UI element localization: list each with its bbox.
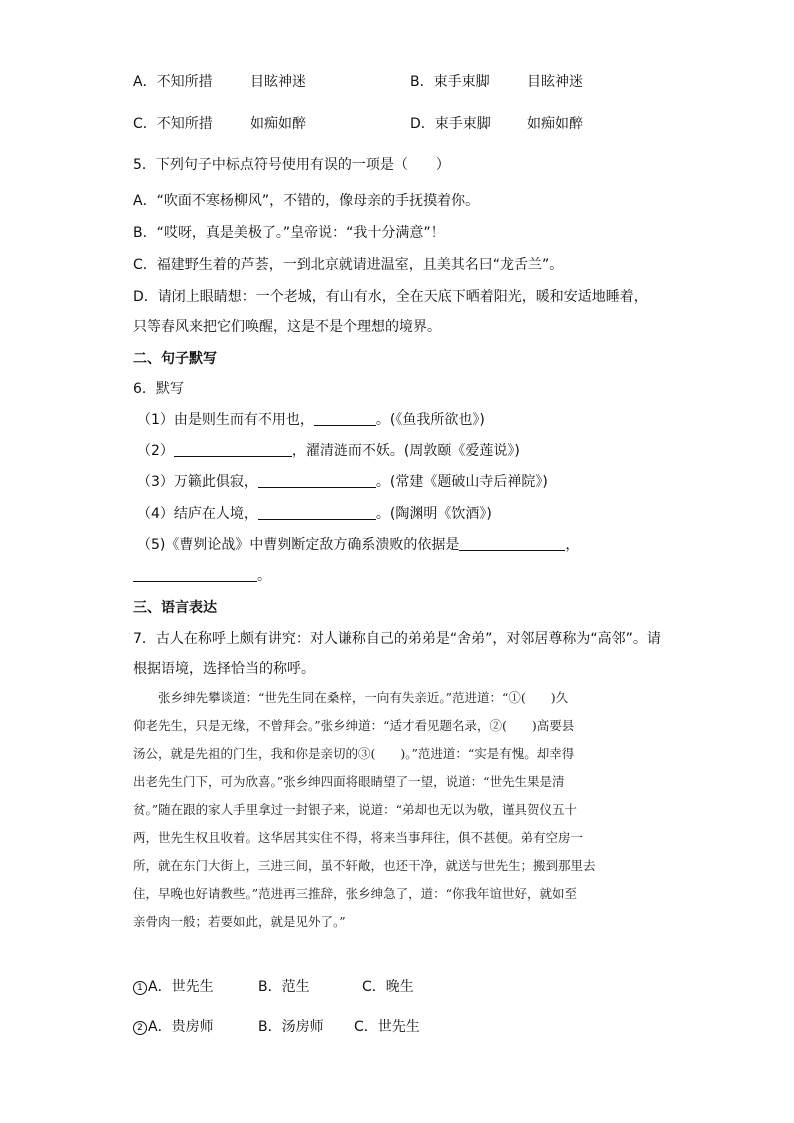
passage-line: 贫。”随在跟的家人手里拿过一封银子来，说道：“弟却也无以为敬，谨具贺仪五十	[133, 802, 578, 817]
q6-item-5-pre: （5)《曹刿论战》中曹刿断定敌方确系溃败的依据是	[137, 537, 460, 553]
q7-passage	[133, 684, 653, 936]
q5-option-b: B．“哎呀，真是美极了。”皇帝说：“我十分满意”！	[133, 225, 445, 241]
q4-option-d-label: D．束手束脚	[410, 116, 491, 132]
q5-option-d: D．请闭上眼睛想：一个老城，有山有水，全在天底下晒着阳光，暖和安适地睡着，	[133, 289, 648, 305]
q6-item-4	[137, 504, 492, 524]
q5-option-a: A．“吹面不寒杨柳风”，不错的，像母亲的手抚摸着你。	[133, 193, 480, 209]
q7-answer-2	[133, 1017, 214, 1037]
q6-item-4-pre: （4）结庐在人境，	[137, 506, 258, 522]
q5-option-c: C．福建野生着的芦荟，一到北京就请进温室，且美其名曰“龙舌兰”。	[133, 257, 564, 273]
q6-title: 6．默写	[133, 381, 184, 397]
passage-line: 两，世先生权且收着。这华居其实住不得，将来当事拜往，俱不甚便。弟有空房一	[133, 830, 584, 845]
q6-item-1-pre: （1）由是则生而有不用也，	[137, 412, 314, 428]
q7-stem-line1: 7．古人在称呼上颇有讲究：对人谦称自己的弟弟是“舍弟”，对邻居尊称为“高邻”。请	[133, 631, 661, 647]
q6-item-3	[137, 472, 548, 492]
q6-item-3-pre: （3）万籁此俱寂，	[137, 474, 258, 490]
q4-option-a-label: A．不知所措	[133, 74, 213, 90]
section-heading-3: 三、语言表达	[133, 600, 217, 616]
q6-item-5	[137, 535, 579, 555]
q6-item-5-end: 。	[257, 568, 271, 584]
q6-item-5-cont	[133, 566, 271, 586]
q6-item-4-post: 。(陶渊明《饮酒》)	[375, 506, 492, 522]
q4-option-b-word: 目眩神迷	[527, 74, 583, 90]
q6-item-1-post: 。(《鱼我所欲也》)	[375, 412, 485, 428]
q7-answer-1-a: A．世先生	[148, 979, 214, 995]
q6-item-1	[137, 410, 485, 430]
section-heading-2: 二、句子默写	[133, 351, 217, 367]
q6-item-2-post: ，濯清涟而不妖。(周敦颐《爱莲说》)	[291, 443, 520, 459]
answer-blank[interactable]	[133, 567, 257, 582]
q6-item-2-pre: （2）	[137, 443, 174, 459]
q7-answer-1-c: C．晚生	[362, 979, 414, 995]
q6-item-3-post: 。(常建《题破山寺后禅院》)	[375, 474, 548, 490]
passage-line: 亲骨肉一般；若要如此，就是见外了。”	[133, 914, 346, 929]
q6-item-2	[137, 441, 520, 461]
q6-item-5-post: ，	[565, 537, 580, 553]
q7-answer-2-c: C．世先生	[354, 1019, 420, 1035]
passage-line: 出老先生门下，可为欣喜。”张乡绅四面将眼睛望了一望，说道：“世先生果是清	[133, 774, 565, 789]
q7-stem-line2: 根据语境，选择恰当的称呼。	[133, 661, 315, 677]
q4-option-c-label: C．不知所措	[133, 116, 213, 132]
passage-line: 汤公，就是先祖的门生，我和你是亲切的③( )。”范进道：“实是有愧。却幸得	[133, 746, 575, 761]
q4-option-b-label: B．束手束脚	[410, 74, 490, 90]
answer-blank[interactable]	[459, 536, 565, 551]
answer-blank[interactable]	[258, 505, 376, 520]
passage-line: 住，早晚也好请教些。”范进再三推辞，张乡绅急了，道：“你我年谊世好，就如至	[133, 886, 578, 901]
circled-number: 1	[133, 981, 147, 995]
passage-line: 仰老先生，只是无缘，不曾拜会。”张乡绅道：“适才看见题名录，②( )高要县	[133, 718, 575, 733]
q7-answer-1-b: B．范生	[258, 979, 310, 995]
q5-stem: 5．下列句子中标点符号使用有误的一项是（ ）	[133, 157, 450, 173]
q4-option-c-word: 如痴如醉	[250, 116, 306, 132]
q4-option-a-word: 目眩神迷	[250, 74, 306, 90]
q7-answer-2-b: B．汤房师	[258, 1019, 324, 1035]
passage-line: 所，就在东门大街上，三进三间，虽不轩敞，也还干净，就送与世先生；搬到那里去	[133, 858, 596, 873]
answer-blank[interactable]	[314, 411, 376, 426]
circled-number: 2	[133, 1021, 147, 1035]
answer-blank[interactable]	[258, 473, 376, 488]
q5-option-d-cont: 只等春风来把它们唤醒，这是不是个理想的境界。	[133, 319, 441, 335]
q7-answer-1	[133, 977, 214, 997]
q7-answer-2-a: A．贵房师	[148, 1019, 214, 1035]
answer-blank[interactable]	[174, 442, 292, 457]
q4-option-d-word: 如痴如醉	[527, 116, 583, 132]
passage-line: 张乡绅先攀谈道：“世先生同在桑梓，一向有失亲近。”范进道：“①( )久	[133, 690, 569, 705]
